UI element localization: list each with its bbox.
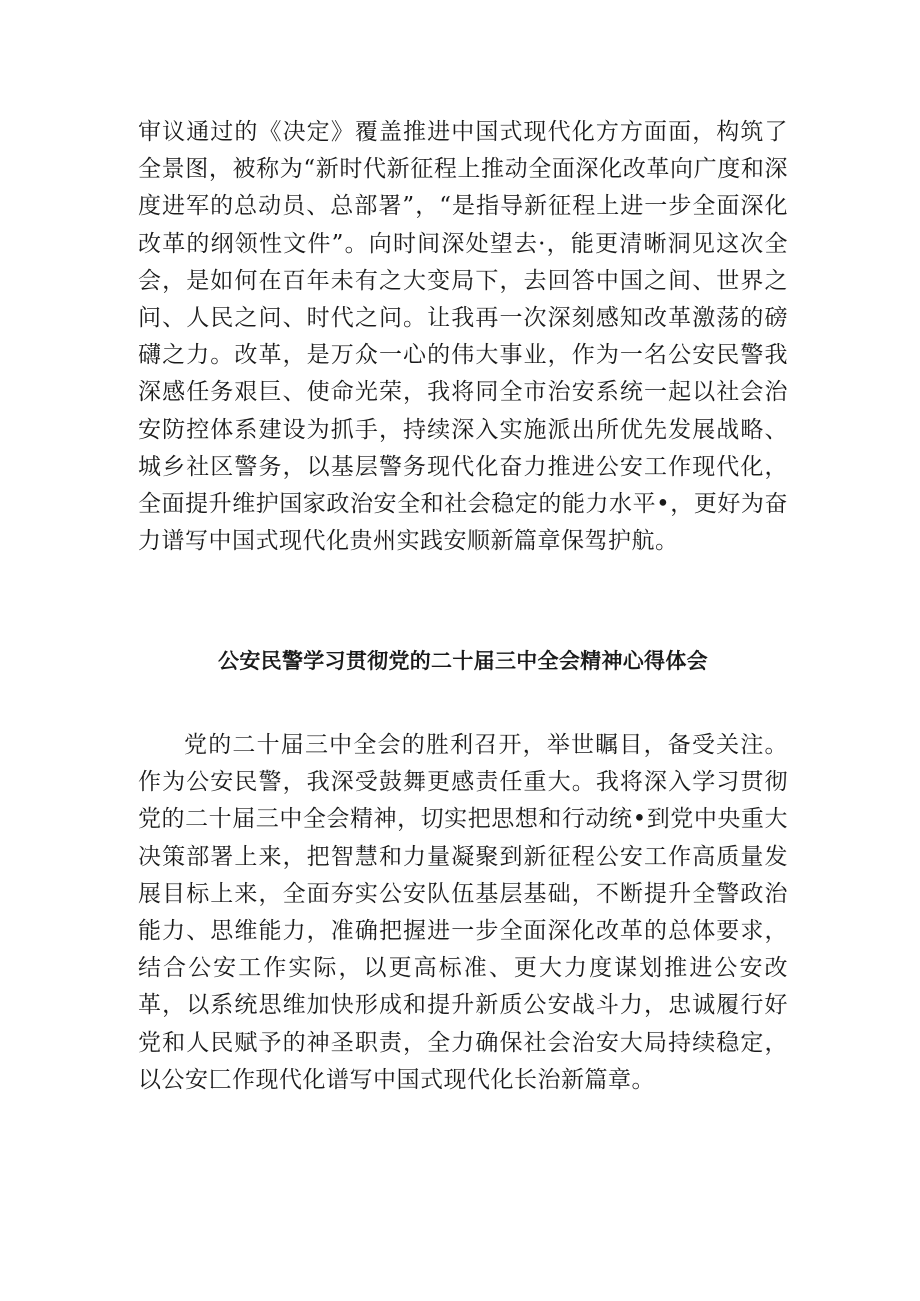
body-paragraph-1: 审议通过的《决定》覆盖推进中国式现代化方方面面，构筑了全景图，被称为“新时代新征程上推动全面深化改革向广度和深度进军的总动员、总部署”，“是指导新征程上进一步全面深化改革的纲领性文件”。向时间深处望去·，能更清晰洞见这次全会，是如何在百年未有之大变局下，去回答中国之间、世界之问、人民之问、时代之问。让我再一次深刻感知改革激荡的磅礴之力。改革，是万众一心的伟大事业，作为一名公安民警我深感任务艰巨、使命光荣，我将同全市治安系统一起以社会治安防控体系建设为抓手，持续深入实施派出所优先发展战略、城乡社区警务，以基层警务现代化奋力推进公安工作现代化，全面提升维护国家政治安全和社会稳定的能力水平•，更好为奋力谱写中国式现代化贵州实践安顺新篇章保驾护航。 — [138, 119, 788, 555]
section-heading: 公安民警学习贯彻党的二十届三中全会精神心得体会 — [218, 649, 708, 673]
body-paragraph-2: 党的二十届三中全会的胜利召开，举世瞩目，备受关注。作为公安民警，我深受鼓舞更感责任重大。我将深入学习贯彻党的二十届三中全会精神，切实把思想和行动统•到党中央重大决策部署上来，把智慧和力量凝聚到新征程公安工作高质量发展目标上来，全面夯实公安队伍基层基础，不断提升全警政治能力、思维能力，准确把握进一步全面深化改革的总体要求，结合公安工作实际，以更高标准、更大力度谋划推进公安改革，以系统思维加快形成和提升新质公安战斗力，忠诚履行好党和人民赋予的神圣职责，全力确保社会治安大局持续稳定，以公安匚作现代化谱写中国式现代化长治新篇章。 — [138, 732, 788, 1093]
